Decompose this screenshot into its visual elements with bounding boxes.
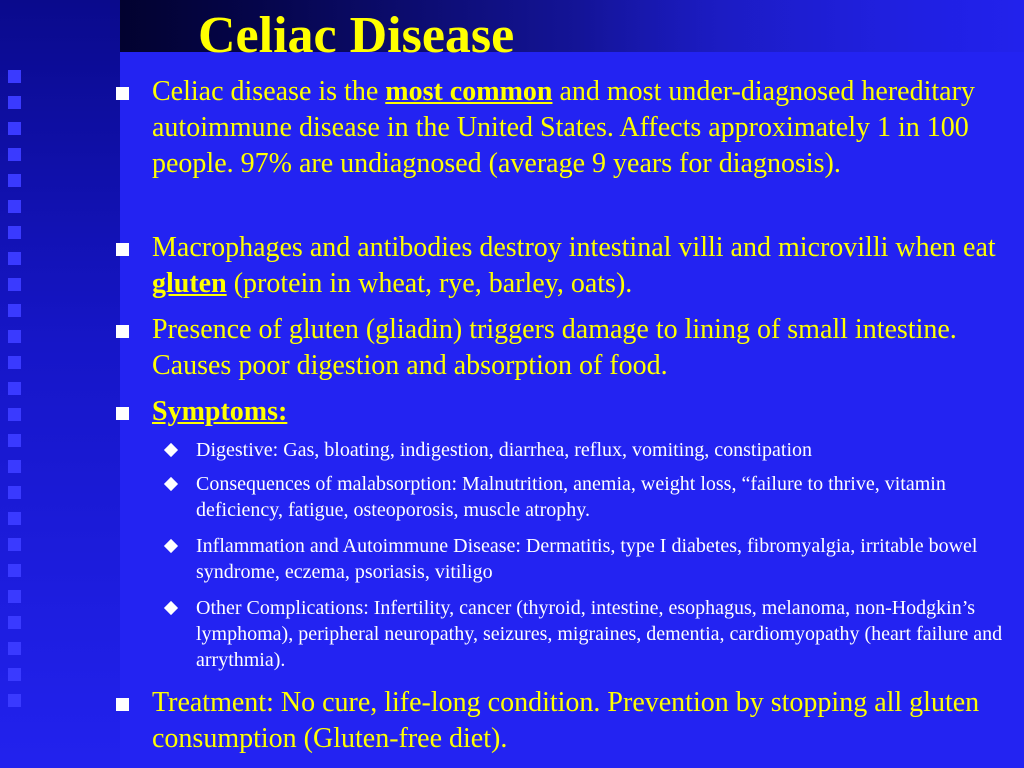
- bullet-prevalence: [152, 74, 1014, 182]
- decor-square: [8, 278, 21, 291]
- decor-square: [8, 694, 21, 707]
- square-bullet-icon: [116, 87, 129, 100]
- decor-square: [8, 512, 21, 525]
- decor-square: [8, 70, 21, 83]
- decor-square: [8, 122, 21, 135]
- bullet-mechanism: [152, 230, 1014, 302]
- decor-square: [8, 356, 21, 369]
- bullet-symptoms-heading: [152, 394, 1014, 430]
- decor-square: [8, 538, 21, 551]
- bullet-text: Celiac disease is the: [152, 76, 386, 107]
- emphasis-most-common: most common: [385, 76, 553, 107]
- decor-square: [8, 460, 21, 473]
- decor-square: [8, 642, 21, 655]
- decor-square: [8, 564, 21, 577]
- symptom-item-malabsorption: Consequences of malabsorption: Malnutrition, anemia, weight loss, “failure to thrive, vitamin deficiency, fatigue, osteoporosis, muscle atrophy.: [196, 473, 946, 521]
- header-glow: [580, 0, 1024, 52]
- diamond-bullet-icon: [164, 539, 178, 553]
- square-bullet-icon: [116, 407, 129, 420]
- decor-square: [8, 200, 21, 213]
- diamond-bullet-icon: [164, 601, 178, 615]
- decor-square: [8, 252, 21, 265]
- decor-square: [8, 96, 21, 109]
- symptom-item-digestive: Digestive: Gas, bloating, indigestion, diarrhea, reflux, vomiting, constipation: [196, 439, 812, 461]
- slide-title: Celiac Disease: [198, 7, 515, 64]
- decor-square: [8, 226, 21, 239]
- decor-square: [8, 382, 21, 395]
- decor-square: [8, 304, 21, 317]
- bullet-gliadin: Presence of gluten (gliadin) triggers damage to lining of small intestine. Causes poor digestion and absorption of food.: [152, 314, 957, 381]
- symptom-item-complications: Other Complications: Infertility, cancer (thyroid, intestine, esophagus, melanoma, non-Hodgkin’s lymphoma), peripheral neuropathy, seizures, migraines, dementia, cardiomyopathy (heart failure and arrythmia).: [196, 597, 1003, 671]
- decor-square: [8, 408, 21, 421]
- decor-square: [8, 616, 21, 629]
- square-bullet-icon: [116, 243, 129, 256]
- decor-square: [8, 434, 21, 447]
- decor-square: [8, 148, 21, 161]
- decor-square: [8, 590, 21, 603]
- bullet-text: and most under-diagnosed hereditary autoimmune disease in the United States. Affects approximately 1 in 100 people. 97% are undiagnosed (average 9 years for diagnosis).: [152, 76, 975, 179]
- bullet-treatment: Treatment: No cure, life-long condition. Prevention by stopping all gluten consumption (Gluten-free diet).: [152, 687, 980, 754]
- bullet-text: Macrophages and antibodies destroy intestinal villi and microvilli when eat: [152, 232, 996, 263]
- decor-square: [8, 668, 21, 681]
- square-bullet-icon: [116, 325, 129, 338]
- decor-square: [8, 330, 21, 343]
- decor-square: [8, 486, 21, 499]
- symptoms-heading: Symptoms:: [152, 396, 288, 427]
- symptom-item-inflammation: Inflammation and Autoimmune Disease: Dermatitis, type I diabetes, fibromyalgia, irritable bowel syndrome, eczema, psoriasis, vitiligo: [196, 535, 978, 583]
- diamond-bullet-icon: [164, 443, 178, 457]
- diamond-bullet-icon: [164, 477, 178, 491]
- emphasis-gluten: gluten: [152, 268, 227, 299]
- square-bullet-icon: [116, 698, 129, 711]
- bullet-text: (protein in wheat, rye, barley, oats).: [226, 268, 633, 299]
- decor-square: [8, 174, 21, 187]
